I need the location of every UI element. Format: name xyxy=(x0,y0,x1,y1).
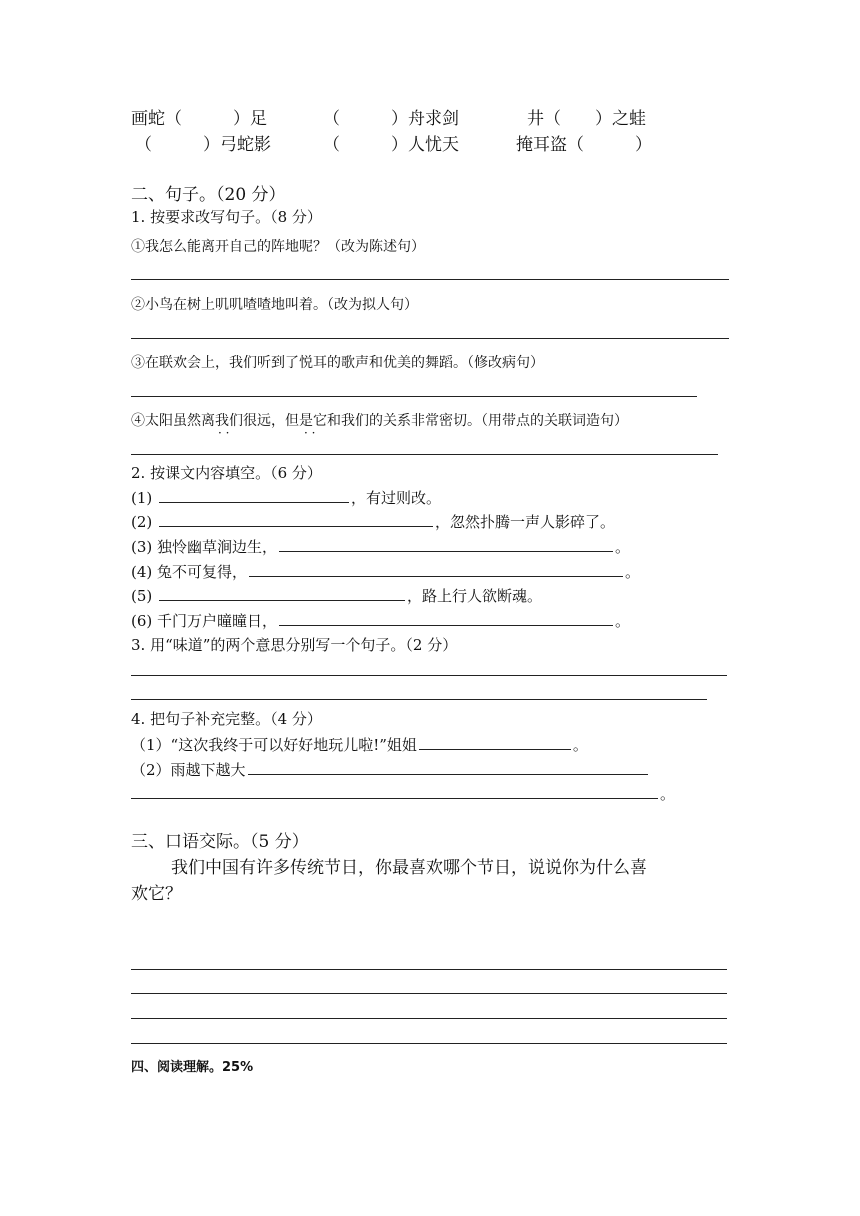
q4-item-2-continued xyxy=(131,783,675,804)
section3-prompt-line2: 欢它？ xyxy=(131,884,182,904)
answer-line xyxy=(131,454,718,455)
q2-item-5 xyxy=(131,585,542,606)
answer-line xyxy=(131,279,729,280)
q2-item-4 xyxy=(131,561,640,582)
q1-item-3: ③在联欢会上，我们听到了悦耳的歌声和优美的舞蹈。（修改病句） xyxy=(131,355,544,371)
idiom-6: 掩耳盗（ ） xyxy=(516,135,652,155)
q4-title: 4. 把句子补充完整。（4 分） xyxy=(131,710,322,728)
item-number: (2) xyxy=(131,513,153,531)
answer-line xyxy=(131,396,697,397)
item-text: （1）“这次我终于可以好好地玩儿啦!”姐姐 xyxy=(131,736,417,754)
item-text: 独怜幽草涧边生， xyxy=(157,538,278,556)
section3-prompt-line1: 我们中国有许多传统节日，你最喜欢哪个节日，说说你为什么喜 xyxy=(171,858,647,878)
answer-line xyxy=(131,1018,727,1019)
item-text: （2）雨越下越大 xyxy=(131,761,246,779)
q4-item-1 xyxy=(131,734,588,755)
blank[interactable] xyxy=(248,760,648,775)
item-text: 。 xyxy=(615,612,631,630)
idiom-1: 画蛇（ ）足 xyxy=(131,109,267,129)
answer-line xyxy=(131,993,727,994)
q2-item-1 xyxy=(131,487,441,508)
idiom-5: （ ）人忧天 xyxy=(323,135,459,155)
q1-item-1: ①我怎么能离开自己的阵地呢？（改为陈述句） xyxy=(131,239,425,255)
blank[interactable] xyxy=(131,784,658,799)
item-text: ，忽然扑腾一声人影碎了。 xyxy=(435,513,616,531)
emphasis-dot: · · xyxy=(218,426,230,440)
q2-title: 2. 按课文内容填空。（6 分） xyxy=(131,464,322,482)
blank[interactable] xyxy=(159,488,349,503)
item-text: 。 xyxy=(572,736,588,754)
blank[interactable] xyxy=(249,562,623,577)
answer-line xyxy=(131,699,707,700)
blank[interactable] xyxy=(279,537,613,552)
item-number: (1) xyxy=(131,489,153,507)
blank[interactable] xyxy=(419,735,571,750)
item-text: 。 xyxy=(625,563,641,581)
answer-line xyxy=(131,338,729,339)
section2-title: 二、句子。（20 分） xyxy=(131,185,286,205)
section3-title: 三、口语交际。（5 分） xyxy=(131,832,309,852)
idiom-4: （ ）弓蛇影 xyxy=(135,135,271,155)
item-text: ，有过则改。 xyxy=(351,489,442,507)
answer-line xyxy=(131,969,727,970)
item-text: ，路上行人欲断魂。 xyxy=(407,587,543,605)
idiom-3: 井（ ）之蛙 xyxy=(527,109,646,129)
q1-item-2: ②小鸟在树上叽叽喳喳地叫着。（改为拟人句） xyxy=(131,297,418,313)
blank[interactable] xyxy=(159,586,405,601)
q3-title: 3. 用“味道”的两个意思分别写一个句子。（2 分） xyxy=(131,636,458,654)
q1-item-4: ④太阳虽然离我们很远，但是它和我们的关系非常密切。（用带点的关联词造句） xyxy=(131,413,628,429)
blank[interactable] xyxy=(159,512,433,527)
q1-title: 1. 按要求改写句子。（8 分） xyxy=(131,208,322,226)
item-text: 兔不可复得， xyxy=(157,563,248,581)
item-text: 。 xyxy=(615,538,631,556)
q2-item-6 xyxy=(131,610,630,631)
q4-item-2 xyxy=(131,759,650,780)
answer-line xyxy=(131,1043,727,1044)
item-text: 千门万户曈曈日， xyxy=(157,612,278,630)
item-text: 。 xyxy=(660,785,676,803)
item-number: (6) xyxy=(131,612,153,630)
section4-title: 四、阅读理解。25% xyxy=(131,1060,254,1075)
item-number: (5) xyxy=(131,587,153,605)
q2-item-3 xyxy=(131,536,630,557)
idiom-2: （ ）舟求剑 xyxy=(323,109,459,129)
item-number: (3) xyxy=(131,538,153,556)
answer-line xyxy=(131,675,727,676)
item-number: (4) xyxy=(131,563,153,581)
blank[interactable] xyxy=(279,611,613,626)
q2-item-2 xyxy=(131,511,615,532)
emphasis-dot: · · xyxy=(304,426,316,440)
